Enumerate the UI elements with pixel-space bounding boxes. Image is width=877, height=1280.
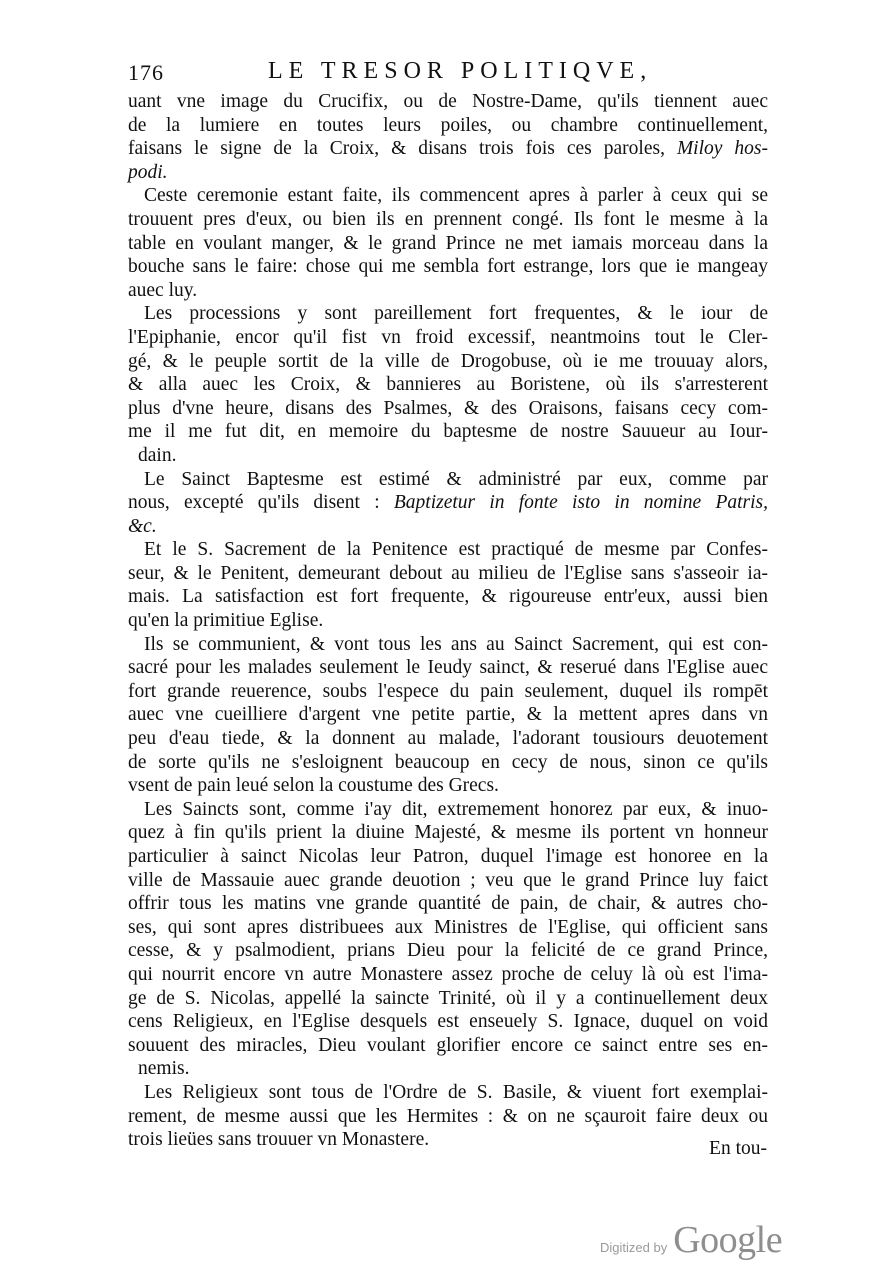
text-line: ville de Massauie auec grande deuotion ; veu que le grand Prince luy faict xyxy=(128,869,768,891)
catchword: En tou- xyxy=(709,1138,767,1159)
text-line: ses, qui sont apres distribuees aux Ministres de l'Eglise, qui officient sans xyxy=(128,916,768,938)
text-line: & alla auec les Croix, & bannieres au Boristene, où ils s'arresterent xyxy=(128,374,768,396)
text-line: plus d'vne heure, disans des Psalmes, & des Oraisons, faisans cecy com- xyxy=(128,397,768,419)
text-line: trouuent pres d'eux, ou bien ils en prennent congé. Ils font le mesme à la xyxy=(128,208,768,230)
text-line: de la lumiere en toutes leurs poiles, ou chambre continuellement, xyxy=(128,114,768,136)
body-text xyxy=(128,90,768,1152)
text-line xyxy=(128,491,768,515)
digitized-watermark xyxy=(600,1218,782,1262)
text-line: table en voulant manger, & le grand Prince ne met iamais morceau dans la xyxy=(128,232,768,254)
text-line: qu'en la primitiue Eglise. xyxy=(128,610,324,632)
text-line: mais. La satisfaction est fort frequente, & rigoureuse entr'eux, aussi bien xyxy=(128,586,768,608)
text-line: fort grande reuerence, soubs l'espece du pain seulement, duquel ils rompēt xyxy=(128,680,768,702)
text-line: bouche sans le faire: chose qui me sembla fort estrange, lors que ie mangeay xyxy=(128,256,768,278)
italic-phrase: &c. xyxy=(128,515,157,537)
italic-phrase: Baptizetur in fonte isto in nomine Patris, xyxy=(393,492,768,514)
text-line: de sorte qu'ils ne s'esloignent beaucoup en cecy de nous, sinon ce qu'ils xyxy=(128,751,768,773)
text-line: cens Religieux, en l'Eglise desquels est enseuely S. Ignace, duquel on void xyxy=(128,1011,768,1033)
text-line: dain. xyxy=(138,444,177,466)
text-line: peu d'eau tiede, & la donnent au malade, l'adorant tousiours deuotement xyxy=(128,728,768,750)
text-line xyxy=(128,161,768,185)
text-line: Les Religieux sont tous de l'Ordre de S. Basile, & viuent fort exemplai- xyxy=(144,1081,768,1103)
text-line: Et le S. Sacrement de la Penitence est practiqué de mesme par Confes- xyxy=(144,539,768,561)
text-line: Les processions y sont pareillement fort frequentes, & le iour de xyxy=(144,303,768,325)
text-line: uant vne image du Crucifix, ou de Nostre-Dame, qu'ils tiennent auec xyxy=(128,91,768,112)
text-line: l'Epiphanie, encor qu'il fist vn froid excessif, neantmoins tout le Cler- xyxy=(128,326,768,348)
text-line: qui nourrit encore vn autre Monastere assez proche de celuy là où est l'ima- xyxy=(128,963,768,985)
text-line: souuent des miracles, Dieu voulant glorifier encore ce sainct entre ses en- xyxy=(128,1034,768,1056)
text-line: trois lieües sans trouuer vn Monastere. xyxy=(128,1129,430,1151)
text-line: quez à fin qu'ils prient la diuine Majesté, & mesme ils portent vn honneur xyxy=(128,822,768,844)
text-line: seur, & le Penitent, demeurant debout au milieu de l'Eglise sans s'asseoir ia- xyxy=(128,562,768,584)
text-line: me il me fut dit, en memoire du baptesme de nostre Sauueur au Iour- xyxy=(128,421,768,443)
text-line: Ceste ceremonie estant faite, ils commencent apres à parler à ceux qui se xyxy=(144,185,768,207)
text-line: Les Saincts sont, comme i'ay dit, extremement honorez par eux, & inuo- xyxy=(144,798,768,820)
text-line: Ils se communient, & vont tous les ans au Sainct Sacrement, qui est con- xyxy=(144,633,768,655)
watermark-prefix: Digitized by xyxy=(600,1240,668,1255)
text-line: vsent de pain leué selon la coustume des Grecs. xyxy=(128,775,499,797)
page-number: 176 xyxy=(128,60,164,85)
text-line: auec vne cueilliere d'argent vne petite partie, & la mettent apres dans vn xyxy=(128,704,768,726)
text-line: sacré pour les malades seulement le Ieudy sainct, & reserué dans l'Eglise auec xyxy=(128,657,768,679)
running-title: LE TRESOR POLITIQVE, xyxy=(268,58,653,84)
italic-phrase: podi. xyxy=(128,161,168,183)
text-line: ge de S. Nicolas, appellé la saincte Trinité, où il y a continuellement deux xyxy=(128,987,768,1009)
text-line xyxy=(128,137,768,161)
text-line: nemis. xyxy=(138,1058,190,1080)
text-line: auec luy. xyxy=(128,279,198,301)
text-line-part: faisans le signe de la Croix, & disans trois fois ces paroles, xyxy=(128,138,677,160)
text-line: offrir tous les matins vne grande quantité de pain, de chair, & autres cho- xyxy=(128,893,768,915)
text-line xyxy=(128,515,768,539)
text-line: particulier à sainct Nicolas leur Patron, duquel l'image est honoree en la xyxy=(128,846,768,867)
google-logo: Google xyxy=(673,1219,783,1261)
text-line: rement, de mesme aussi que les Hermites : & on ne sçauroit faire deux ou xyxy=(128,1105,768,1127)
text-line-part: nous, excepté qu'ils disent : xyxy=(128,492,394,514)
text-line: Le Sainct Baptesme est estimé & administré par eux, comme par xyxy=(144,468,768,490)
text-line: gé, & le peuple sortit de la ville de Drogobuse, où ie me trouuay alors, xyxy=(128,350,768,372)
italic-phrase: Miloy hos- xyxy=(676,138,768,160)
text-line: cesse, & y psalmodient, prians Dieu pour la felicité de ce grand Prince, xyxy=(128,940,768,962)
